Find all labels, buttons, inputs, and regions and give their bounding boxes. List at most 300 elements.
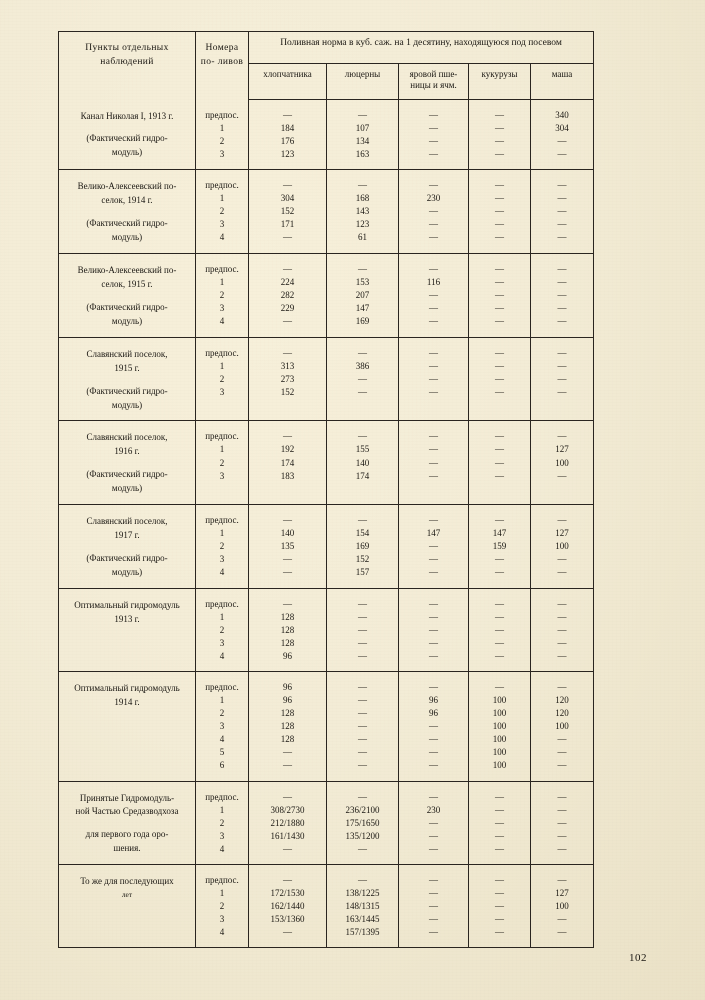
value: — <box>429 875 438 886</box>
watering-number: 2 <box>219 901 225 912</box>
value: — <box>429 470 438 481</box>
value: — <box>358 386 367 397</box>
value: — <box>358 373 367 384</box>
watering-number: предпос. <box>205 347 239 358</box>
value: 224 <box>280 276 295 287</box>
value: — <box>429 180 438 191</box>
value: — <box>495 470 504 481</box>
value: — <box>429 206 438 217</box>
value: — <box>429 611 438 622</box>
value: 162/1440 <box>270 901 305 912</box>
value: — <box>557 347 567 358</box>
value: — <box>557 360 567 371</box>
row-label-line: Канал Николая I, 1913 г. <box>80 110 174 121</box>
value: — <box>358 651 367 662</box>
watering-number: 1 <box>219 528 225 539</box>
row-label-1 <box>59 170 196 254</box>
page-number: 102 <box>629 952 647 964</box>
value: — <box>557 515 567 526</box>
value: — <box>557 276 567 287</box>
value: — <box>495 651 504 662</box>
value-cell-cotton-3 <box>249 337 327 421</box>
value: — <box>283 927 292 938</box>
value-cell-wheat-9 <box>399 865 469 948</box>
row-label-5 <box>59 505 196 589</box>
header-points-line1: Пункты отдельных <box>85 43 169 53</box>
row-label-line: Велико-Алексеевский по- <box>77 264 177 275</box>
value: — <box>429 316 438 327</box>
value: — <box>283 875 292 886</box>
value: — <box>358 638 367 649</box>
value: 147 <box>355 303 370 314</box>
table-bottom-border-cell <box>399 948 469 949</box>
value: — <box>557 470 567 481</box>
watering-number: предпос. <box>205 682 239 693</box>
value: — <box>557 682 567 693</box>
value: — <box>358 734 367 745</box>
value: — <box>429 567 438 578</box>
value: — <box>495 567 504 578</box>
value-cell-cotton-8 <box>249 781 327 865</box>
value: — <box>495 901 504 912</box>
watering-number: 4 <box>219 232 225 243</box>
row-label-2 <box>59 253 196 337</box>
watering-number: 1 <box>219 888 225 899</box>
row-label-subline: (Фактический гидро- <box>86 301 168 312</box>
value: 138/1225 <box>345 888 380 899</box>
value: — <box>557 817 567 828</box>
value: 128 <box>280 721 295 732</box>
row-label-subline: для первого года оро- <box>85 829 169 840</box>
value: 313 <box>280 360 295 371</box>
value: — <box>557 598 567 609</box>
value: 153/1360 <box>270 914 305 925</box>
value: — <box>495 888 504 899</box>
value: 236/2100 <box>345 804 380 815</box>
row-label-line: Принятые Гидромодуль- <box>79 792 175 803</box>
value: — <box>429 747 438 758</box>
value: 96 <box>283 682 292 693</box>
value: — <box>358 263 367 274</box>
watering-number: 1 <box>219 444 225 455</box>
table-row <box>59 672 594 781</box>
value: — <box>557 791 567 802</box>
value: 100 <box>492 747 507 758</box>
value-cell-mash-3 <box>531 337 594 421</box>
row-label-line: Славянский поселок, <box>86 432 168 443</box>
value: — <box>429 682 438 693</box>
value: — <box>358 721 367 732</box>
row-label-subline: модуль) <box>111 232 143 242</box>
value-cell-cotton-7 <box>249 672 327 781</box>
value: — <box>557 303 567 314</box>
row-label-gap <box>67 459 187 468</box>
value: — <box>429 515 438 526</box>
value: 147 <box>492 528 507 539</box>
value-cell-alfalfa-0 <box>327 100 399 170</box>
header-crop-alfalfa <box>327 64 399 100</box>
value: — <box>495 682 504 693</box>
value: — <box>495 123 504 134</box>
table-row <box>59 253 594 337</box>
watering-number: 1 <box>219 193 225 204</box>
value: — <box>495 927 504 938</box>
value: — <box>495 206 504 217</box>
value-cell-cotton-0 <box>249 100 327 170</box>
value-cell-corn-6 <box>469 588 531 671</box>
value: — <box>495 875 504 886</box>
table-header <box>59 32 594 100</box>
value: 127 <box>555 888 569 899</box>
value: 171 <box>280 219 295 230</box>
value: — <box>495 804 504 815</box>
value: — <box>495 817 504 828</box>
value: 127 <box>555 528 569 539</box>
watering-number: 4 <box>219 651 225 662</box>
row-label-subline: (Фактический гидро- <box>86 385 168 396</box>
value: 96 <box>283 651 292 662</box>
value: 134 <box>355 136 370 147</box>
value-cell-mash-5 <box>531 505 594 589</box>
table-bottom-border-cell <box>469 948 531 949</box>
row-label-line: селок, 1915 г. <box>101 278 153 289</box>
value: — <box>358 347 367 358</box>
value: — <box>283 232 292 243</box>
value: 143 <box>355 206 370 217</box>
value-cell-alfalfa-8 <box>327 781 399 865</box>
value: — <box>495 598 504 609</box>
watering-number: 4 <box>219 316 225 327</box>
value: — <box>495 263 504 274</box>
row-label-line: Велико-Алексеевский по- <box>77 181 177 192</box>
table-row <box>59 865 594 948</box>
row-label-line: 1916 г. <box>114 446 140 457</box>
watering-number: 1 <box>219 122 225 133</box>
value: — <box>429 219 438 230</box>
value: — <box>358 682 367 693</box>
value-cell-corn-2 <box>469 253 531 337</box>
header-crop-corn <box>469 64 531 100</box>
value-cell-alfalfa-7 <box>327 672 399 781</box>
value: 176 <box>280 136 295 147</box>
table-row <box>59 170 594 254</box>
value: — <box>358 708 367 719</box>
watering-number: 3 <box>219 470 225 481</box>
value: — <box>429 123 438 134</box>
watering-numbers-1 <box>196 170 249 254</box>
value-cell-wheat-4 <box>399 421 469 505</box>
value-cell-alfalfa-5 <box>327 505 399 589</box>
value: — <box>557 193 567 204</box>
value: 386 <box>355 360 370 371</box>
value: — <box>557 734 567 745</box>
watering-number: 2 <box>219 206 225 217</box>
row-label-3 <box>59 337 196 421</box>
value: 100 <box>492 721 507 732</box>
value-cell-cotton-5 <box>249 505 327 589</box>
value-cell-mash-2 <box>531 253 594 337</box>
row-label-subline: (Фактический гидро- <box>86 218 168 229</box>
header-crop-wheat <box>399 64 469 100</box>
value: 100 <box>555 721 569 732</box>
table-row <box>59 781 594 865</box>
header-crop-mash-line1: маша <box>551 69 573 79</box>
row-label-line: 1917 г. <box>114 530 140 541</box>
header-crop-corn-line1: кукурузы <box>481 69 518 79</box>
watering-number: предпос. <box>205 791 239 802</box>
value: — <box>429 541 438 552</box>
value-cell-alfalfa-4 <box>327 421 399 505</box>
row-label-line: лет <box>121 890 133 900</box>
watering-number: 3 <box>219 303 225 314</box>
value: — <box>429 232 438 243</box>
value: — <box>429 360 438 371</box>
value: 100 <box>555 901 569 912</box>
value: — <box>495 830 504 841</box>
value: — <box>283 843 292 854</box>
value: — <box>358 843 367 854</box>
value: 61 <box>358 232 367 243</box>
header-points-cell <box>59 32 196 100</box>
value: 120 <box>555 708 569 719</box>
value: — <box>358 760 367 771</box>
value-cell-mash-6 <box>531 588 594 671</box>
table-bottom-border-cell <box>249 948 327 949</box>
value: — <box>495 386 504 397</box>
watering-number: предпос. <box>205 875 239 886</box>
value: — <box>557 914 567 925</box>
watering-number: 2 <box>219 457 225 468</box>
value: — <box>429 638 438 649</box>
value-cell-mash-8 <box>531 781 594 865</box>
value-cell-corn-5 <box>469 505 531 589</box>
value: — <box>495 431 504 442</box>
table-row <box>59 100 594 170</box>
value: — <box>283 263 292 274</box>
value: 128 <box>280 734 295 745</box>
value: 273 <box>280 373 295 384</box>
header-numbers-line2: ливов <box>217 57 244 68</box>
value: — <box>429 760 438 771</box>
watering-number: 3 <box>219 830 225 841</box>
value: — <box>429 914 438 925</box>
value-cell-wheat-6 <box>399 588 469 671</box>
value: 100 <box>492 708 507 719</box>
value: 135 <box>280 541 295 552</box>
watering-number: 2 <box>219 290 225 301</box>
header-numbers-cell <box>196 32 249 100</box>
value: — <box>358 875 367 886</box>
value: — <box>495 347 504 358</box>
row-label-subline: модуль) <box>111 399 143 410</box>
value: — <box>429 290 438 301</box>
value: 161/1430 <box>270 830 305 841</box>
value: — <box>283 431 292 442</box>
watering-number: 6 <box>219 760 225 771</box>
value: — <box>429 149 438 160</box>
row-label-gap <box>67 543 187 552</box>
watering-number: 3 <box>219 554 225 565</box>
value: — <box>429 927 438 938</box>
value: — <box>283 791 292 802</box>
value: 96 <box>283 695 292 706</box>
watering-number: 1 <box>219 360 225 371</box>
value: 135/1200 <box>345 830 380 841</box>
value: — <box>358 611 367 622</box>
value: 207 <box>355 290 370 301</box>
header-numbers-line1: Номера по- <box>200 43 239 68</box>
value: 169 <box>355 541 370 552</box>
value-cell-wheat-2 <box>399 253 469 337</box>
row-label-0 <box>59 100 196 170</box>
value: 152 <box>280 386 295 397</box>
watering-numbers-5 <box>196 505 249 589</box>
value: 148/1315 <box>345 901 380 912</box>
watering-number: 4 <box>219 927 225 938</box>
value: — <box>283 347 292 358</box>
value-cell-mash-9 <box>531 865 594 948</box>
row-label-gap <box>67 123 187 132</box>
row-label-subline: (Фактический гидро- <box>86 133 168 144</box>
row-label-line: 1913 г. <box>114 613 140 624</box>
watering-number: 3 <box>219 721 225 732</box>
value-cell-cotton-4 <box>249 421 327 505</box>
header-crop-cotton-line1: хлопчатника <box>263 69 312 79</box>
value: 157 <box>355 567 370 578</box>
value: — <box>557 830 567 841</box>
value: — <box>358 747 367 758</box>
watering-numbers-0 <box>196 100 249 170</box>
value: 127 <box>555 444 569 455</box>
value: 100 <box>492 760 507 771</box>
value-cell-mash-0 <box>531 100 594 170</box>
value: — <box>557 747 567 758</box>
row-label-9 <box>59 865 196 948</box>
value-cell-mash-4 <box>531 421 594 505</box>
watering-number: 2 <box>219 625 225 636</box>
value: — <box>429 431 438 442</box>
value: — <box>495 290 504 301</box>
value: — <box>429 734 438 745</box>
header-row-group <box>59 32 594 64</box>
value: 163 <box>355 149 370 160</box>
value: — <box>495 316 504 327</box>
table-bottom-border-cell <box>327 948 399 949</box>
value: 155 <box>355 444 370 455</box>
table-bottom-border-cell <box>531 948 594 949</box>
value: — <box>358 180 367 191</box>
value: — <box>429 817 438 828</box>
value-cell-cotton-1 <box>249 170 327 254</box>
value: 123 <box>280 149 295 160</box>
value: — <box>557 206 567 217</box>
value: 147 <box>426 528 441 539</box>
value: 230 <box>426 804 441 815</box>
value: — <box>557 373 567 384</box>
value: — <box>557 638 567 649</box>
row-label-subline: модуль) <box>111 147 143 158</box>
value: — <box>429 110 438 120</box>
header-crop-wheat-line2: ницы и ячм. <box>410 80 457 91</box>
table-bottom-border-cell <box>59 948 196 949</box>
row-label-line: Славянский поселок, <box>86 348 168 359</box>
value: — <box>557 611 567 622</box>
row-label-line: 1914 г. <box>114 697 140 708</box>
table-bottom-border <box>59 948 594 949</box>
value-cell-wheat-8 <box>399 781 469 865</box>
value: 123 <box>355 219 370 230</box>
watering-number: 2 <box>219 135 225 146</box>
row-label-subline: (Фактический гидро- <box>86 553 168 564</box>
value-cell-alfalfa-1 <box>327 170 399 254</box>
value: — <box>495 554 504 565</box>
watering-numbers-2 <box>196 253 249 337</box>
value: 304 <box>280 193 295 204</box>
row-label-7 <box>59 672 196 781</box>
value: — <box>429 554 438 565</box>
value-cell-corn-9 <box>469 865 531 948</box>
row-label-gap <box>67 819 187 828</box>
value: — <box>429 444 438 455</box>
row-label-gap <box>67 292 187 301</box>
row-label-6 <box>59 588 196 671</box>
value: — <box>429 843 438 854</box>
table-row <box>59 588 594 671</box>
value: — <box>358 625 367 636</box>
value: — <box>429 386 438 397</box>
value-cell-wheat-1 <box>399 170 469 254</box>
value: — <box>557 804 567 815</box>
value-cell-wheat-3 <box>399 337 469 421</box>
value: — <box>557 760 567 771</box>
header-points-line2: наблюдений <box>100 57 154 68</box>
value: — <box>495 791 504 802</box>
irrigation-norms-table-container <box>58 31 593 948</box>
irrigation-norms-table <box>58 31 594 948</box>
value: — <box>283 316 292 327</box>
value-cell-corn-0 <box>469 100 531 170</box>
table-row <box>59 421 594 505</box>
watering-number: 3 <box>219 219 225 230</box>
value: — <box>557 431 567 442</box>
value: — <box>358 791 367 802</box>
value: 168 <box>355 193 370 204</box>
value: — <box>557 180 567 191</box>
table-bottom-border-cell <box>196 948 249 949</box>
watering-number: 2 <box>219 708 225 719</box>
value-cell-corn-4 <box>469 421 531 505</box>
row-label-subline: модуль) <box>111 483 143 494</box>
value: 169 <box>355 316 370 327</box>
value: — <box>495 232 504 243</box>
header-crop-alfalfa-line1: люцерны <box>344 69 381 79</box>
value-cell-corn-1 <box>469 170 531 254</box>
value-cell-corn-8 <box>469 781 531 865</box>
value: — <box>429 303 438 314</box>
value: 340 <box>555 110 569 120</box>
row-label-subline: (Фактический гидро- <box>86 469 168 480</box>
value: — <box>557 263 567 274</box>
value-cell-mash-1 <box>531 170 594 254</box>
value: 100 <box>492 734 507 745</box>
value: — <box>495 149 504 160</box>
value: — <box>495 638 504 649</box>
watering-numbers-7 <box>196 672 249 781</box>
value: — <box>495 457 504 468</box>
value: — <box>495 625 504 636</box>
value: — <box>283 180 292 191</box>
value: — <box>495 276 504 287</box>
